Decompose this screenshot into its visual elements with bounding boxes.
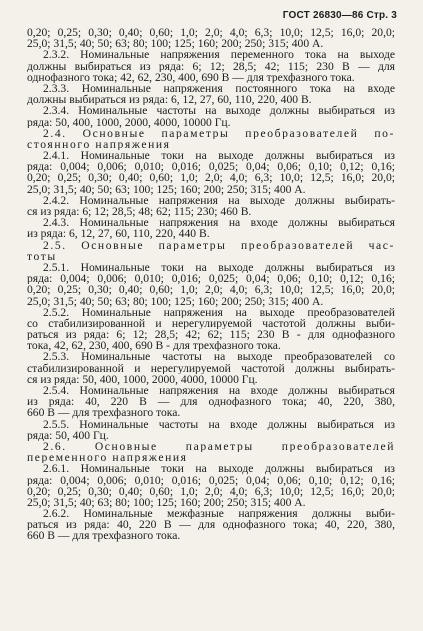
section-heading: переменного напряжения <box>27 452 188 464</box>
text-line: 2.3.2. Номинальные напряжения переменного тока на выходе <box>43 49 395 61</box>
text-line: 2.6.1. Номинальные токи на выходе должны выбираться из <box>43 463 395 475</box>
text-line: 0,20; 0,25; 0,30; 0,40; 0,60; 1,0; 2,0; 4,0; 6,3; 10,0; 12,5; 16,0; 20,0; <box>27 485 395 497</box>
text-line: 2.4.3. Номинальные напряжения на входе должны выбираться <box>43 217 395 229</box>
text-line: 660 В — для трехфазного тока. <box>27 530 181 542</box>
text-line: со стабилизированной и нерегулируемой частотой должны выби- <box>27 317 395 330</box>
text-line: из ряда: 6, 12, 27, 60, 110, 220, 440 В. <box>27 228 210 240</box>
text-line: 2.3.4. Номинальные частоты на выходе должны выбираться из <box>43 105 395 117</box>
text-line: однофазного тока; 42, 62, 230, 400, 690 В — для трехфазного тока. <box>27 71 355 83</box>
text-line: стабилизированной и нерегулируемой частотой должны выбирать- <box>27 362 395 374</box>
text-line: 25,0; 31,5; 40; 50; 63; 100; 125; 160; 200; 250; 315; 400 А. <box>27 183 306 195</box>
text-line: тока, 42, 62, 230, 400, 690 В - для трехфазного тока. <box>27 340 281 352</box>
text-line: 0,20; 0,25; 0,30; 0,40; 0,60; 1,0; 2,0; 4,0; 6,3; 10,0; 12,5; 16,0; 20,0; <box>27 172 395 184</box>
section-heading: стоянного напряжения <box>27 138 171 151</box>
text-line: ряда: 0,004; 0,006; 0,010; 0,016; 0,025; 0,04; 0,06; 0,10; 0,12; 0,16; <box>27 273 395 285</box>
text-line: 2.4.2. Номинальные напряжения на выходе должны выбирать- <box>43 194 395 206</box>
text-line: 2.5.4. Номинальные напряжения на входе должны выбираться <box>43 385 395 397</box>
text-line: 25,0; 31,5; 40; 63; 80; 100; 125; 160; 200; 250; 315; 400 А. <box>27 496 306 509</box>
text-line: 2.6.2. Номинальные межфазные напряжения должны выби- <box>43 508 395 520</box>
text-line: 2.4.1. Номинальные токи на выходе должны выбираться из <box>43 150 395 162</box>
text-line: 660 В — для трехфазного тока. <box>27 407 181 419</box>
text-line: 0,20; 0,25; 0,30; 0,40; 0,60; 1,0; 2,0; 4,0; 6,3; 10,0; 12,5; 16,0; 20,0; <box>27 284 395 296</box>
text-line: из ряда: 40, 220 В — для однофазного тока; 40, 220, 380, <box>27 396 395 408</box>
section-heading: 2.6. Основные параметры преобразователей <box>43 440 395 453</box>
text-line: должны выбираться из ряда: 6, 12, 27, 60, 110, 220, 400 В. <box>27 94 312 106</box>
document-body <box>27 27 395 542</box>
text-line: раться из ряда: 6; 12; 28,5; 42; 62; 115; 230 В - для однофазного <box>27 329 395 341</box>
text-line: ряда: 50, 400, 1000, 2000, 4000, 10000 Гц. <box>27 116 231 128</box>
text-line: ряда: 50, 400 Гц. <box>27 429 109 441</box>
text-line: раться из ряда: 40, 220 В — для однофазного тока; 40, 220, 380, <box>27 519 395 531</box>
page-header: ГОСТ 26830—86 Стр. 3 <box>282 10 397 21</box>
section-heading: 2.5. Основные параметры преобразователей час- <box>43 239 395 251</box>
text-line: 2.5.5. Номинальные частоты на входе должны выбираться из <box>43 418 395 430</box>
text-line: ряда: 0,004; 0,006; 0,010; 0,016; 0,025; 0,04; 0,06; 0,10; 0,12; 0,16; <box>27 474 395 486</box>
text-line: 2.5.3. Номинальные частоты на выходе преобразователей со <box>43 351 395 363</box>
text-line: 2.5.2. Номинальные напряжения на выходе преобразователей <box>43 306 395 318</box>
text-line: ся из ряда: 6; 12; 28,5; 48; 62; 115; 230; 460 В. <box>27 206 252 218</box>
text-line: 2.5.1. Номинальные токи на выходе должны выбираться из <box>43 261 395 274</box>
section-heading: 2.4. Основные параметры преобразователей по- <box>43 127 395 139</box>
text-line: ся из ряда: 50, 400, 1000, 2000, 4000, 10000 Гц. <box>27 373 258 385</box>
text-line: 2.3.3. Номинальные напряжения постоянного тока на входе <box>43 82 395 95</box>
text-line: 25,0; 31,5; 40; 50; 63; 80; 100; 125; 160; 200; 250; 315; 400 А. <box>27 38 324 50</box>
text-line: должны выбираться из ряда: 6; 12; 28,5; 42; 115; 230 В — для <box>27 60 395 72</box>
text-line: ряда: 0,004; 0,006; 0,010; 0,016; 0,025; 0,04; 0,06; 0,10; 0,12; 0,16; <box>27 161 395 173</box>
section-heading: тоты <box>27 250 57 262</box>
text-line: 25,0; 31,5; 40; 50; 63; 80; 100; 125; 160; 200; 250; 315; 400 А. <box>27 295 324 307</box>
text-line: 0,20; 0,25; 0,30; 0,40; 0,60; 1,0; 2,0; 4,0; 6,3; 10,0; 12,5; 16,0; 20,0; <box>27 27 395 39</box>
